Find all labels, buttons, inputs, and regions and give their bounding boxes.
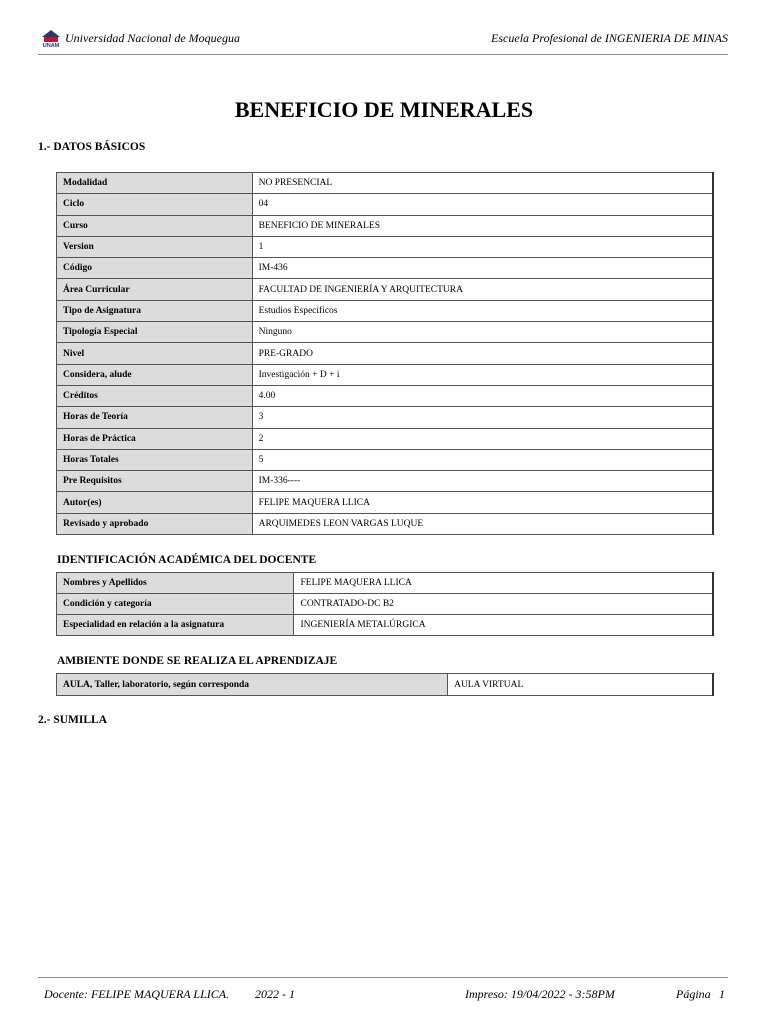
table-row bbox=[57, 513, 714, 534]
table-row bbox=[57, 615, 714, 636]
row-label: Ciclo bbox=[57, 194, 253, 215]
row-label: Tipo de Asignatura bbox=[57, 300, 253, 321]
row-value: ARQUIMEDES LEON VARGAS LUQUE bbox=[252, 513, 713, 534]
table-row bbox=[57, 492, 714, 513]
table-row bbox=[57, 573, 714, 594]
row-value: NO PRESENCIAL bbox=[252, 173, 713, 194]
footer-page-label: Página bbox=[676, 987, 711, 1001]
row-label: Créditos bbox=[57, 385, 253, 406]
table-row bbox=[57, 364, 714, 385]
footer-docente: Docente: FELIPE MAQUERA LLICA. bbox=[44, 987, 230, 1001]
row-value: 4.00 bbox=[252, 385, 713, 406]
row-label: Horas de Teoría bbox=[57, 407, 253, 428]
table-row bbox=[57, 428, 714, 449]
row-label: Especialidad en relación a la asignatura bbox=[57, 615, 294, 636]
row-label: Pre Requisitos bbox=[57, 471, 253, 492]
row-label: AULA, Taller, laboratorio, según corresponda bbox=[57, 674, 448, 696]
school-name: Escuela Profesional de INGENIERIA DE MINAS bbox=[491, 31, 728, 45]
row-value: 1 bbox=[252, 236, 713, 257]
datos-basicos-table bbox=[56, 172, 714, 535]
row-value: FACULTAD DE INGENIERÍA Y ARQUITECTURA bbox=[252, 279, 713, 300]
row-value: IM-436 bbox=[252, 258, 713, 279]
page-header bbox=[38, 26, 728, 55]
university-logo-icon bbox=[40, 28, 62, 48]
table-row bbox=[57, 194, 714, 215]
footer-period: 2022 - 1 bbox=[255, 987, 295, 1001]
row-value: PRE-GRADO bbox=[252, 343, 713, 364]
section-datos-basicos-title: 1.- DATOS BÁSICOS bbox=[38, 141, 146, 153]
ambiente-table bbox=[56, 673, 714, 696]
docente-table bbox=[56, 572, 714, 636]
row-value: CONTRATADO-DC B2 bbox=[294, 594, 713, 615]
table-row bbox=[57, 471, 714, 492]
section-sumilla-title: 2.- SUMILLA bbox=[38, 714, 108, 726]
table-row bbox=[57, 322, 714, 343]
row-value: FELIPE MAQUERA LLICA bbox=[294, 573, 713, 594]
row-label: Código bbox=[57, 258, 253, 279]
row-label: Nombres y Apellidos bbox=[57, 573, 294, 594]
row-value: 2 bbox=[252, 428, 713, 449]
table-row bbox=[57, 449, 714, 470]
row-value: IM-336---- bbox=[252, 471, 713, 492]
row-value: Investigación + D + i bbox=[252, 364, 713, 385]
table-row bbox=[57, 300, 714, 321]
table-row bbox=[57, 173, 714, 194]
table-row bbox=[57, 674, 714, 696]
table-row bbox=[57, 258, 714, 279]
table-row bbox=[57, 407, 714, 428]
table-row bbox=[57, 594, 714, 615]
docente-section-title: IDENTIFICACIÓN ACADÉMICA DEL DOCENTE bbox=[57, 554, 317, 566]
page-footer bbox=[38, 977, 728, 1002]
row-value: Estudios Especificos bbox=[252, 300, 713, 321]
row-label: Revisado y aprobado bbox=[57, 513, 253, 534]
row-label: Considera, alude bbox=[57, 364, 253, 385]
table-row bbox=[57, 343, 714, 364]
row-label: Nivel bbox=[57, 343, 253, 364]
row-label: Curso bbox=[57, 215, 253, 236]
row-value: 04 bbox=[252, 194, 713, 215]
row-value: INGENIERÍA METALÚRGICA bbox=[294, 615, 713, 636]
row-value: BENEFICIO DE MINERALES bbox=[252, 215, 713, 236]
ambiente-section-title: AMBIENTE DONDE SE REALIZA EL APRENDIZAJE bbox=[57, 655, 338, 667]
row-label: Modalidad bbox=[57, 173, 253, 194]
row-value: Ninguno bbox=[252, 322, 713, 343]
row-value: FELIPE MAQUERA LLICA bbox=[252, 492, 713, 513]
row-value: 3 bbox=[252, 407, 713, 428]
row-label: Horas Totales bbox=[57, 449, 253, 470]
row-label: Horas de Práctica bbox=[57, 428, 253, 449]
table-row bbox=[57, 385, 714, 406]
footer-printed: Impreso: 19/04/2022 - 3:58PM bbox=[465, 987, 615, 1001]
footer-page-number: 1 bbox=[719, 987, 725, 1001]
row-label: Autor(es) bbox=[57, 492, 253, 513]
row-label: Tipología Especial bbox=[57, 322, 253, 343]
institution-name: Universidad Nacional de Moquegua bbox=[65, 31, 240, 45]
document-title: BENEFICIO DE MINERALES bbox=[234, 97, 534, 122]
row-label: Condición y categoría bbox=[57, 594, 294, 615]
table-row bbox=[57, 279, 714, 300]
row-label: Área Curricular bbox=[57, 279, 253, 300]
logo-text: UNAM bbox=[42, 43, 60, 48]
row-label: Version bbox=[57, 236, 253, 257]
row-value: 5 bbox=[252, 449, 713, 470]
row-value: AULA VIRTUAL bbox=[448, 674, 713, 696]
table-row bbox=[57, 236, 714, 257]
table-row bbox=[57, 215, 714, 236]
